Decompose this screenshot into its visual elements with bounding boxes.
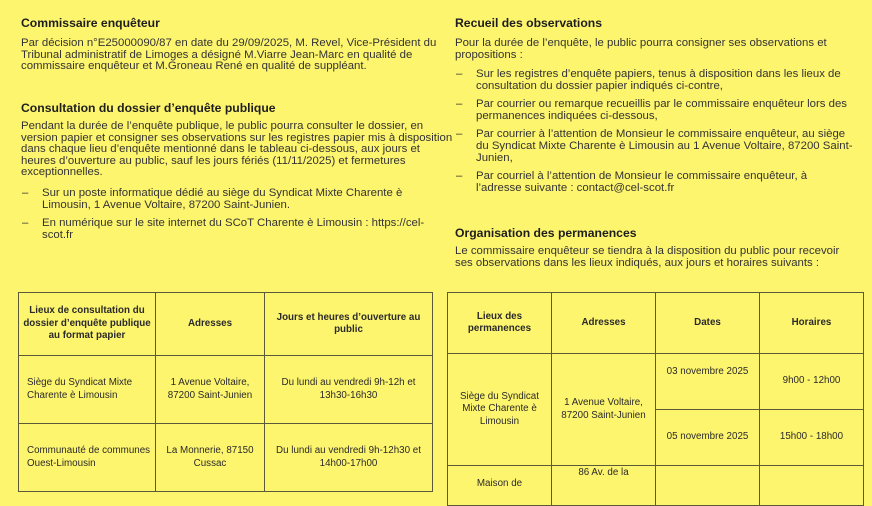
permanences-table	[447, 292, 864, 506]
cell-adresse: 1 Avenue Voltaire, 87200 Saint-Junien	[552, 354, 656, 466]
cell-lieu: Communauté de communes Ouest-Limousin	[19, 424, 156, 492]
bullet-item: – Sur un poste informatique dédié au siège du Syndicat Mixte Charente è Limousin, 1 Avenue Voltaire, 87200 Saint-Junien.	[22, 187, 403, 211]
consultation-text: Pendant la durée de l’enquête publique, le public pourra consulter le dossier, en version papier et consigner ses observations sur les registres papier mis à disposition dans chaque lieu d’enquête mentionné dans le tableau ci-dessous, aux jours et heures d’ouverture au public, sauf les jours fériés (11/11/2025) et fermetures exceptionnelles.	[21, 120, 453, 179]
consultation-title: Consultation du dossier d’enquête publique	[21, 101, 276, 115]
header-lieux: Lieux de consultation du dossier d’enquête publique au format papier	[19, 293, 156, 356]
bullet-item: – Par courrier à l’attention de Monsieur le commissaire enquêteur, au siège du Syndicat Mixte Charente è Limousin au 1 Avenue Voltaire, 87200 Saint-Junien,	[456, 128, 853, 164]
bullet-item	[21, 218, 441, 241]
commissaire-text: Par décision n°E25000090/87 en date du 29/09/2025, M. Revel, Vice-Président du Tribunal administratif de Limoges a désigné M.Viarre Jean-Marc en qualité de commissaire enquêteur et M.Groneau René en qualité de suppléant.	[21, 37, 437, 73]
cell-adresse: 86 Av. de la	[552, 466, 656, 506]
permanences-text: Le commissaire enquêteur se tiendra à la disposition du public pour recevoir ses observations dans les lieux indiqués, aux jours et horaires suivants :	[455, 245, 840, 269]
cell-lieu: Maison de	[448, 466, 552, 506]
dash-icon: –	[456, 170, 463, 183]
permanences-title: Organisation des permanences	[455, 226, 637, 240]
dash-icon: –	[456, 68, 463, 80]
cell-horaire: 15h00 - 18h00	[760, 410, 864, 466]
table-row	[448, 466, 864, 506]
cell-lieu: Siège du Syndicat Mixte Charente è Limousin	[448, 354, 552, 466]
cell-lieu: Siège du Syndicat Mixte Charente è Limousin	[19, 356, 156, 424]
header-adresses: Adresses	[156, 293, 265, 356]
cell-horaire	[760, 466, 864, 506]
cell-horaires: Du lundi au vendredi 9h-12h30 et 14h00-17h00	[265, 424, 433, 492]
website-link[interactable]: En numérique sur le site internet du SCoT Charente è Limousin : https://cel-scot.fr	[42, 217, 425, 241]
bullet-item	[455, 171, 855, 194]
header-adresses: Adresses	[552, 293, 656, 354]
dash-icon: –	[22, 217, 29, 230]
header-horaires: Horaires	[760, 293, 864, 354]
bullet-item: – Par courrier ou remarque recueillis par le commissaire enquêteur lors des permanences indiquées ci-dessous,	[456, 98, 847, 122]
header-dates: Dates	[656, 293, 760, 354]
table-row	[448, 354, 864, 410]
table-row	[19, 356, 433, 424]
dash-icon: –	[456, 98, 463, 111]
cell-horaires: Du lundi au vendredi 9h-12h et 13h30-16h30	[265, 356, 433, 424]
cell-date	[656, 466, 760, 506]
consultation-bullets	[21, 188, 441, 248]
dash-icon: –	[456, 128, 463, 141]
header-lieux: Lieux des permanences	[448, 293, 552, 354]
table-row	[19, 424, 433, 492]
dash-icon: –	[22, 187, 29, 199]
recueil-title: Recueil des observations	[455, 16, 602, 30]
table-header-row	[448, 293, 864, 354]
cell-horaire: 9h00 - 12h00	[760, 354, 864, 410]
bullet-item: – Sur les registres d’enquête papiers, tenus à disposition dans les lieux de consultation du dossier papier indiqués ci-contre,	[456, 68, 841, 92]
email-link[interactable]: Par courriel à l’attention de Monsieur le commissaire enquêteur, à l’adresse suivante : contact@cel-scot.fr	[476, 170, 808, 194]
consultation-table	[18, 292, 433, 492]
header-jours: Jours et heures d’ouverture au public	[265, 293, 433, 356]
commissaire-title: Commissaire enquêteur	[21, 16, 160, 30]
cell-date: 05 novembre 2025	[656, 410, 760, 466]
recueil-text: Pour la durée de l’enquête, le public pourra consigner ses observations et propositions :	[455, 37, 827, 61]
recueil-bullets	[455, 69, 855, 201]
table-header-row	[19, 293, 433, 356]
cell-adresse: La Monnerie, 87150 Cussac	[156, 424, 265, 492]
cell-date: 03 novembre 2025	[656, 354, 760, 410]
cell-adresse: 1 Avenue Voltaire, 87200 Saint-Junien	[156, 356, 265, 424]
